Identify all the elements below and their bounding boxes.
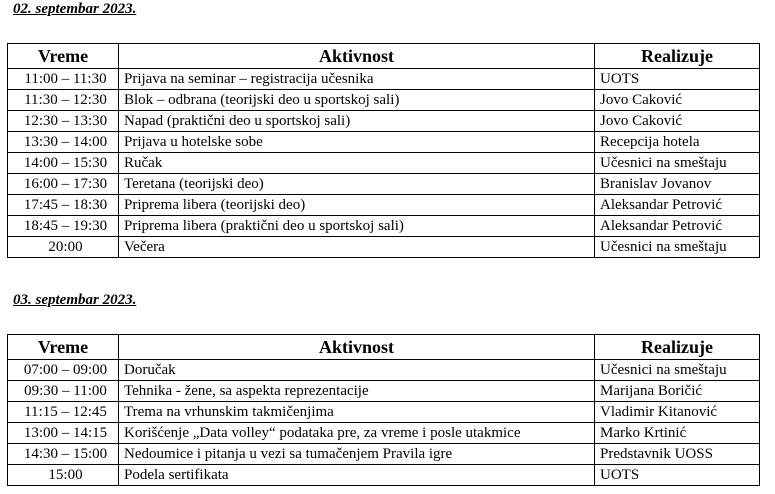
table-row (8, 381, 760, 402)
cell-time: 16:00 – 17:30 (8, 174, 119, 195)
header-time: Vreme (8, 335, 119, 360)
cell-time: 13:30 – 14:00 (8, 132, 119, 153)
cell-time: 14:30 – 15:00 (8, 444, 119, 465)
table-row (8, 216, 760, 237)
table-row (8, 195, 760, 216)
cell-time: 14:00 – 15:30 (8, 153, 119, 174)
cell-activity: Trema na vrhunskim takmičenjima (119, 402, 595, 423)
cell-activity: Korišćenje „Data volley“ podataka pre, za vreme i posle utakmice (119, 423, 595, 444)
cell-by: UOTS (595, 465, 760, 486)
header-by: Realizuje (595, 335, 760, 360)
cell-activity: Napad (praktični deo u sportskoj sali) (119, 111, 595, 132)
cell-activity: Večera (119, 237, 595, 258)
table-row (8, 132, 760, 153)
cell-activity: Doručak (119, 360, 595, 381)
cell-time: 17:45 – 18:30 (8, 195, 119, 216)
cell-activity: Nedoumice i pitanja u vezi sa tumačenjem Pravila igre (119, 444, 595, 465)
table-row (8, 465, 760, 486)
cell-time: 13:00 – 14:15 (8, 423, 119, 444)
cell-time: 18:45 – 19:30 (8, 216, 119, 237)
cell-by: Jovo Caković (595, 111, 760, 132)
table-row (8, 237, 760, 258)
cell-by: Branislav Jovanov (595, 174, 760, 195)
cell-activity: Teretana (teorijski deo) (119, 174, 595, 195)
header-activity: Aktivnost (119, 335, 595, 360)
cell-time: 07:00 – 09:00 (8, 360, 119, 381)
cell-activity: Ručak (119, 153, 595, 174)
cell-activity: Priprema libera (praktični deo u sportskoj sali) (119, 216, 595, 237)
cell-by: Recepcija hotela (595, 132, 760, 153)
table-header-row (8, 44, 760, 69)
cell-by: Aleksandar Petrović (595, 195, 760, 216)
cell-activity: Podela sertifikata (119, 465, 595, 486)
table-row (8, 111, 760, 132)
cell-activity: Prijava u hotelske sobe (119, 132, 595, 153)
cell-activity: Prijava na seminar – registracija učesnika (119, 69, 595, 90)
cell-by: Aleksandar Petrović (595, 216, 760, 237)
cell-time: 12:30 – 13:30 (8, 111, 119, 132)
cell-by: Vladimir Kitanović (595, 402, 760, 423)
cell-by: Jovo Caković (595, 90, 760, 111)
cell-time: 15:00 (8, 465, 119, 486)
table-row (8, 69, 760, 90)
table-row (8, 90, 760, 111)
cell-by: Marko Krtinić (595, 423, 760, 444)
cell-by: Učesnici na smeštaju (595, 360, 760, 381)
cell-time: 11:30 – 12:30 (8, 90, 119, 111)
cell-time: 20:00 (8, 237, 119, 258)
cell-by: Učesnici na smeštaju (595, 237, 760, 258)
day2-schedule-table (7, 334, 760, 486)
table-header-row (8, 335, 760, 360)
cell-by: Marijana Boričić (595, 381, 760, 402)
cell-by: UOTS (595, 69, 760, 90)
table-row (8, 153, 760, 174)
table-row (8, 402, 760, 423)
day1-schedule-table (7, 43, 760, 258)
header-activity: Aktivnost (119, 44, 595, 69)
cell-time: 11:00 – 11:30 (8, 69, 119, 90)
table-row (8, 444, 760, 465)
cell-activity: Blok – odbrana (teorijski deo u sportskoj sali) (119, 90, 595, 111)
cell-time: 11:15 – 12:45 (8, 402, 119, 423)
cell-by: Učesnici na smeštaju (595, 153, 760, 174)
cell-by: Predstavnik UOSS (595, 444, 760, 465)
cell-activity: Priprema libera (teorijski deo) (119, 195, 595, 216)
header-by: Realizuje (595, 44, 760, 69)
table-row (8, 174, 760, 195)
header-time: Vreme (8, 44, 119, 69)
cell-activity: Tehnika - žene, sa aspekta reprezentacije (119, 381, 595, 402)
table-row (8, 423, 760, 444)
table-row (8, 360, 760, 381)
day1-title: 02. septembar 2023. (13, 1, 137, 17)
day2-title: 03. septembar 2023. (13, 292, 137, 308)
cell-time: 09:30 – 11:00 (8, 381, 119, 402)
